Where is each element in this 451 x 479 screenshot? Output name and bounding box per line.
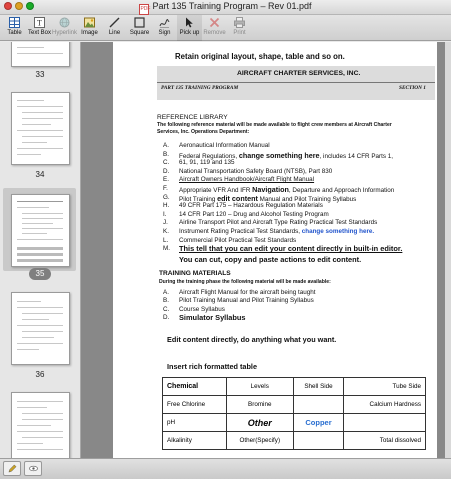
print-button-label: Print xyxy=(233,30,246,36)
reference-letter: E. xyxy=(163,176,169,184)
window-title xyxy=(0,1,451,15)
reference-library-heading: REFERENCE LIBRARY xyxy=(157,114,228,121)
edit-note: Edit content directly, do anything what you want. xyxy=(167,335,337,344)
reference-intro-line-2: Services, Inc. Operations Department: xyxy=(157,129,250,135)
reference-item: You can cut, copy and paste actions to edit content. xyxy=(179,254,362,264)
reference-item: Aeronautical Information Manual xyxy=(179,142,270,149)
reference-letter: L. xyxy=(163,236,169,244)
reference-item: Aircraft Owners Handbook/Aircraft Flight Manual xyxy=(179,176,315,184)
table-header-cell[interactable]: Tube Side xyxy=(344,378,426,396)
table-header-cell[interactable]: Levels xyxy=(226,378,293,396)
table-cell[interactable]: Free Chlorine xyxy=(163,396,227,414)
pick-up-icon xyxy=(184,17,195,28)
table-cell[interactable] xyxy=(293,432,344,450)
reference-item-text: Federal Regulations, xyxy=(179,152,239,160)
square-button-label: Square xyxy=(129,30,150,36)
remove-icon xyxy=(209,17,220,28)
text-box-icon xyxy=(34,17,45,28)
table-cell[interactable] xyxy=(344,414,426,432)
page-number-34: 34 xyxy=(35,170,45,179)
reference-item: 61, 91, 119 and 135 xyxy=(179,159,235,167)
pick-up-button[interactable] xyxy=(177,15,202,41)
page-thumbnails-sidebar xyxy=(0,42,81,458)
line-button-label: Line xyxy=(108,30,121,36)
reference-item: National Transportation Safety Board (NTSB), Part 830 xyxy=(179,167,333,175)
reference-letter: A. xyxy=(163,142,169,149)
table-cell[interactable]: Other(Specify) xyxy=(226,432,293,450)
sign-button-label: Sign xyxy=(158,30,171,36)
reference-intro-line-1: The following reference material will be made available to flight crew members at Aircraft Charter xyxy=(157,122,392,128)
reference-letter: G. xyxy=(163,193,170,201)
remove-button[interactable] xyxy=(202,15,227,41)
sign-button[interactable] xyxy=(152,15,177,41)
image-icon xyxy=(84,17,95,28)
table-row xyxy=(163,396,426,414)
reference-item: This tell that you can edit your content directly in built-in editor. xyxy=(179,244,403,254)
reference-item-text: , includes 14 CFR Parts 1, xyxy=(319,152,394,160)
edited-content[interactable]: change something here xyxy=(238,150,320,160)
page-thumbnail-33[interactable] xyxy=(11,42,70,67)
training-letter: C. xyxy=(163,305,170,313)
document-view[interactable] xyxy=(81,42,451,458)
rich-table-heading: Insert rich formatted table xyxy=(167,362,258,371)
eye-icon xyxy=(29,464,38,473)
table-cell[interactable]: pH xyxy=(163,414,227,432)
hyperlink-button[interactable] xyxy=(52,15,77,41)
hyperlink-button-label: Hyperlink xyxy=(51,30,77,36)
table-button[interactable] xyxy=(2,15,27,41)
training-item: Course Syllabus xyxy=(179,305,225,313)
text-box-button-label: Text Box xyxy=(27,30,51,36)
reference-item-text: , Departure and Approach Information xyxy=(288,187,395,194)
square-button[interactable] xyxy=(127,15,152,41)
table-icon xyxy=(9,17,20,28)
table-header-cell[interactable]: Shell Side xyxy=(293,378,344,396)
pdf-page[interactable] xyxy=(113,42,437,458)
inline-link[interactable]: change something here. xyxy=(301,228,375,235)
training-item: Simulator Syllabus xyxy=(179,313,246,323)
table-cell[interactable]: Bromine xyxy=(226,396,293,414)
reference-letter: M. xyxy=(163,245,170,253)
pencil-icon xyxy=(8,464,17,473)
header-divider xyxy=(157,82,435,83)
page-thumbnail-34[interactable] xyxy=(11,92,70,165)
remove-button-label: Remove xyxy=(203,30,226,36)
print-button[interactable] xyxy=(227,15,252,41)
reference-item xyxy=(179,228,374,235)
training-letter: D. xyxy=(163,314,170,322)
page-number-35: 35 xyxy=(29,268,51,280)
reference-item: 49 CFR Part 175 – Hazardous Regulation Materials xyxy=(179,202,323,210)
training-letter: B. xyxy=(163,297,169,305)
company-name: AIRCRAFT CHARTER SERVICES, INC. xyxy=(237,70,361,77)
table-header-cell[interactable]: Chemical xyxy=(163,378,227,396)
table-cell[interactable]: Total dissolved xyxy=(344,432,426,450)
reference-item-text: Appropriate VFR And IFR xyxy=(179,187,253,194)
image-button-label: Image xyxy=(81,30,98,36)
edited-content[interactable]: Navigation xyxy=(252,185,289,194)
reference-letter: D. xyxy=(163,167,170,175)
sign-icon xyxy=(159,17,170,28)
line-icon xyxy=(109,17,120,28)
window-title-text: Part 135 Training Program – Rev 01.pdf xyxy=(152,1,312,11)
reference-item: 14 CFR Part 120 – Drug and Alcohol Testing Program xyxy=(179,210,329,218)
reference-item-text: Pilot Training xyxy=(179,195,218,203)
hyperlink-icon xyxy=(59,17,70,28)
table-row xyxy=(163,432,426,450)
reference-letter: F. xyxy=(163,185,168,192)
page-thumbnail-36[interactable] xyxy=(11,292,70,365)
training-materials-heading: TRAINING MATERIALS xyxy=(159,270,231,277)
pdf-file-icon: PDF xyxy=(139,4,149,15)
page-number-36: 36 xyxy=(35,370,45,379)
training-letter: A. xyxy=(163,289,169,296)
table-cell[interactable]: Alkalinity xyxy=(163,432,227,450)
reference-item-text: Manual and Pilot Training Syllabus xyxy=(257,195,357,203)
reference-letter: C. xyxy=(163,159,170,167)
toolbar xyxy=(0,15,451,41)
reference-letter: B. xyxy=(163,150,169,158)
image-button[interactable] xyxy=(77,15,102,41)
table-cell[interactable]: Calcium Hardness xyxy=(344,396,426,414)
page-number-33: 33 xyxy=(35,70,45,79)
print-icon xyxy=(234,17,245,28)
svg-text:T: T xyxy=(37,18,42,28)
page-thumbnail-37[interactable] xyxy=(11,392,70,458)
view-toggle-button[interactable] xyxy=(24,461,42,476)
section-label: SECTION 1 xyxy=(399,85,426,91)
table-button-label: Table xyxy=(7,30,22,36)
training-intro: During the training phase the following material will be made available: xyxy=(159,279,331,285)
reference-item: Commercial Pilot Practical Test Standards xyxy=(179,236,297,244)
edited-content[interactable]: edit content xyxy=(217,193,258,203)
reference-letter: H. xyxy=(163,202,170,210)
table-cell[interactable]: Copper xyxy=(293,414,344,432)
window-titlebar xyxy=(0,0,451,15)
pick-up-button-label: Pick up xyxy=(179,30,200,36)
rich-formatted-table[interactable] xyxy=(162,377,426,450)
table-row xyxy=(163,414,426,432)
text-box-button[interactable] xyxy=(27,15,52,41)
reference-letter: I. xyxy=(163,210,167,218)
annotate-toggle-button[interactable] xyxy=(3,461,21,476)
vertical-scrollbar[interactable] xyxy=(445,42,451,458)
reference-item-text: Instrument Rating Practical Test Standards, xyxy=(179,228,302,235)
training-item: Pilot Training Manual and Pilot Training Syllabus xyxy=(179,297,314,305)
program-name: PART 135 TRAINING PROGRAM xyxy=(161,85,239,91)
reference-letter: K. xyxy=(163,228,169,235)
square-icon xyxy=(134,17,145,28)
table-cell[interactable]: Other xyxy=(226,414,293,432)
training-item: Aircraft Flight Manual for the aircraft being taught xyxy=(179,289,316,296)
status-bar xyxy=(0,458,451,479)
reference-letter: J. xyxy=(163,219,168,227)
table-cell[interactable] xyxy=(293,396,344,414)
page-thumbnail-35[interactable] xyxy=(11,194,70,267)
line-button[interactable] xyxy=(102,15,127,41)
reference-item: Airline Transport Pilot and Aircraft Type Rating Practical Test Standards xyxy=(179,219,378,227)
table-header-row xyxy=(163,378,426,396)
page-banner: Retain original layout, shape, table and so on. xyxy=(175,52,345,61)
